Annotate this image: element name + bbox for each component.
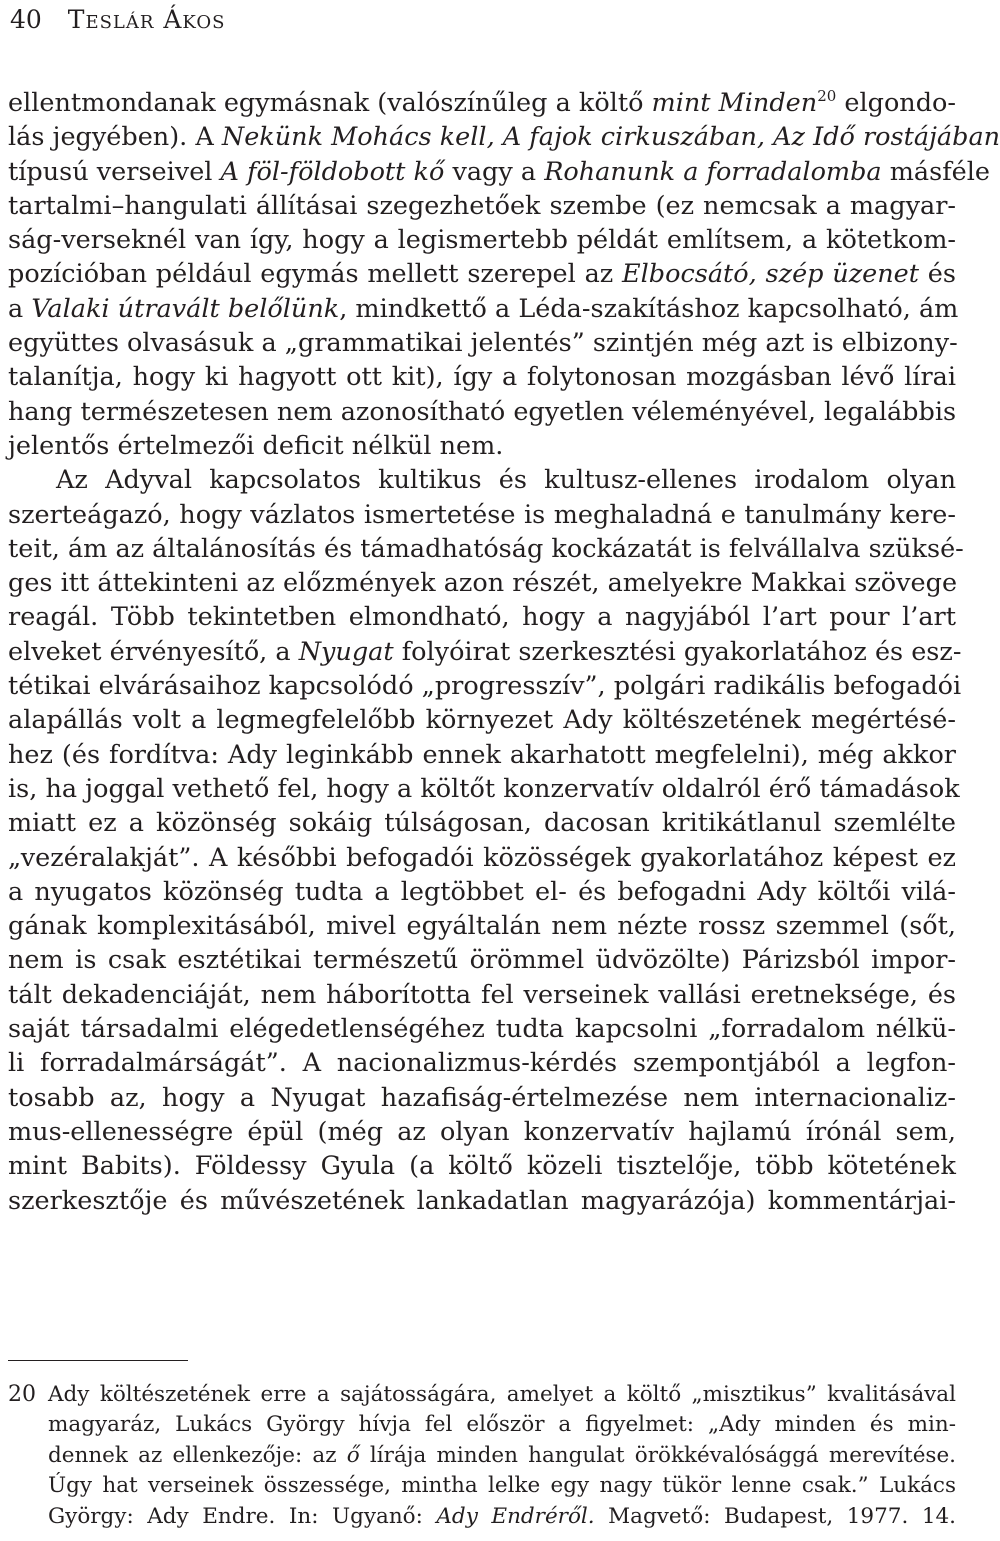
text-run: jelentős értelmezői deficit nélkül nem. xyxy=(8,430,504,461)
text-run: reagál. Több tekintetben elmondható, hogy a nagyjából l’art pour l’art xyxy=(8,602,956,633)
footnote-line xyxy=(48,1502,956,1532)
text-line xyxy=(8,292,959,326)
text-line xyxy=(8,463,956,497)
text-line xyxy=(8,360,956,394)
italic-title: A föl-földobott kő xyxy=(220,156,445,187)
italic-title: Rohanunk a forradalomba xyxy=(544,156,882,187)
text-line xyxy=(8,875,956,909)
footnote-20 xyxy=(8,1380,956,1532)
text-run: miatt ez a közönség sokáig túlságosan, dacosan kritikátlanul szemlélte xyxy=(8,808,956,839)
text-line xyxy=(8,806,956,840)
text-run: Az Adyval kapcsolatos kultikus és kultusz-ellenes irodalom olyan xyxy=(56,465,956,496)
italic-title: mint Minden xyxy=(651,88,818,118)
text-line xyxy=(8,600,956,634)
text-line xyxy=(8,189,956,223)
body-text xyxy=(8,86,1000,1218)
running-head-author: Teslár Ákos xyxy=(67,5,226,34)
italic-title: ő xyxy=(346,1442,360,1468)
text-run: teit, ám az általánosítás és támadhatóság kockázatát is felvállalva szüksé- xyxy=(8,533,964,564)
text-run: típusú verseivel xyxy=(8,156,221,187)
text-run: is, ha joggal vethető fel, hogy a költőt konzervatív oldalról érő támadások xyxy=(8,773,960,804)
italic-title: Elbocsátó, szép üzenet xyxy=(622,259,919,290)
footnote-line xyxy=(48,1471,956,1501)
text-run: szerkesztője és művészetének lankadatlan magyarázója) kommentárjai- xyxy=(8,1185,956,1216)
text-run: mint Babits). Földessy Gyula (a költő közeli tisztelője, több kötetének xyxy=(8,1151,956,1182)
text-run: tosabb az, hogy a Nyugat hazafiság-értelmezése nem internacionaliz- xyxy=(8,1082,956,1113)
text-line xyxy=(8,566,956,600)
text-line xyxy=(8,909,956,943)
text-run: tétikai elvárásaihoz kapcsolódó „progresszív”, polgári radikális befogadói xyxy=(8,671,962,702)
text-run: li forradalmárságát”. A nacionalizmus-kérdés szempontjából a legfon- xyxy=(8,1048,956,1079)
text-line xyxy=(8,943,956,977)
text-run: és xyxy=(919,259,956,290)
text-line xyxy=(8,738,956,772)
italic-title: Nekünk Mohács kell, A fajok cirkuszában, Az Idő rostájában xyxy=(221,122,1000,153)
text-line xyxy=(8,635,962,669)
text-run: ellentmondanak egymásnak (valószínűleg a költő xyxy=(8,88,652,118)
text-run: lírája minden hangulat örökkévalósággá merevítése. xyxy=(359,1442,957,1468)
text-line xyxy=(8,1115,956,1149)
text-run: nem is csak esztétikai természetű örömmel üdvözölte) Párizsból impor- xyxy=(8,945,956,976)
text-run: Ady költészetének erre a sajátosságára, amelyet a költő „misztikus” kvalitásával xyxy=(48,1382,956,1407)
footnote-text xyxy=(48,1380,956,1532)
text-run: Magvető: Budapest, 1977. 14. xyxy=(594,1503,957,1529)
text-run: elveket érvényesítő, a xyxy=(8,636,299,667)
text-line xyxy=(8,86,956,120)
text-line xyxy=(8,395,956,429)
text-run: elgondo- xyxy=(836,88,957,118)
text-run: magyaráz, Lukács György hívja fel először a figyelmet: „Ady minden és min- xyxy=(48,1412,956,1438)
text-line xyxy=(8,155,990,189)
text-run: hang természetesen nem azonosítható egyetlen véleményével, legalábbis xyxy=(8,396,957,427)
text-line xyxy=(8,223,956,257)
text-line xyxy=(8,120,1000,154)
page-number: 40 xyxy=(10,5,42,34)
text-run: a nyugatos közönség tudta a legtöbbet el- és befogadni Ady költői vilá- xyxy=(8,876,956,907)
text-line xyxy=(8,429,956,463)
text-line xyxy=(8,498,956,532)
text-run: saját társadalmi elégedetlenségéhez tudta kapcsolni „forradalom nélkü- xyxy=(8,1014,956,1045)
text-run: tált dekadenciáját, nem háborította fel verseinek vallási eretneksége, és xyxy=(8,979,956,1010)
text-run: együttes olvasásuk a „grammatikai jelentés” szintjén még azt is elbizony- xyxy=(8,328,958,359)
text-run: lás jegyében). A xyxy=(8,122,222,153)
text-line xyxy=(8,326,956,360)
text-line xyxy=(8,1012,956,1046)
italic-title: Nyugat xyxy=(298,636,394,667)
italic-title: Valaki útravált belőlünk xyxy=(31,293,340,324)
text-line xyxy=(8,532,964,566)
footnote-line xyxy=(48,1380,956,1410)
footnote-line xyxy=(48,1441,956,1471)
text-line xyxy=(8,1081,956,1115)
text-run: a xyxy=(8,293,32,324)
text-run: György: Ady Endre. In: Ugyanő: xyxy=(48,1503,437,1529)
text-run: folyóirat szerkesztési gyakorlatához és esz- xyxy=(393,636,962,667)
text-run: mus-ellenességre épül (még az olyan konzervatív hajlamú írónál sem, xyxy=(8,1116,956,1147)
text-run: ges itt áttekinteni az előzmények azon részét, amelyekre Makkai szövege xyxy=(8,568,958,599)
footnote-reference: 20 xyxy=(817,87,837,105)
text-line xyxy=(8,1046,956,1080)
text-line xyxy=(8,703,956,737)
italic-title: Ady Endréről. xyxy=(436,1503,595,1529)
text-run: tartalmi–hangulati állításai szegezhetőek szembe (ez nemcsak a magyar- xyxy=(8,190,956,221)
text-line xyxy=(8,978,956,1012)
text-run: másféle xyxy=(881,156,990,187)
footnote-separator xyxy=(8,1360,188,1361)
text-line xyxy=(8,669,962,703)
text-run: hez (és fordítva: Ady leginkább ennek akarhatott megfelelni), még akkor xyxy=(8,739,956,770)
footnote-line xyxy=(48,1410,956,1440)
text-run: dennek az ellenkezője: az xyxy=(48,1442,347,1468)
text-run: , mindkettő a Léda-szakításhoz kapcsolható, ám xyxy=(339,293,959,324)
text-line xyxy=(8,257,956,291)
text-run: gának komplexitásából, mivel egyáltalán nem nézte rossz szemmel (sőt, xyxy=(8,911,956,942)
text-line xyxy=(8,841,956,875)
text-run: alapállás volt a legmegfelelőbb környezet Ady költészetének megértésé- xyxy=(8,705,956,736)
text-run: pozícióban például egymás mellett szerepel az xyxy=(8,259,623,290)
text-line xyxy=(8,772,960,806)
footnote-number: 20 xyxy=(8,1382,36,1407)
text-run: Úgy hat verseinek összessége, mintha lelke egy nagy tükör lenne csak.” Lukács xyxy=(48,1473,956,1499)
text-run: vagy a xyxy=(444,156,545,187)
text-line xyxy=(8,1184,956,1218)
text-line xyxy=(8,1149,956,1183)
text-run: ság-verseknél van így, hogy a legismertebb példát említsem, a kötetkom- xyxy=(8,225,956,256)
text-run: szerteágazó, hogy vázlatos ismertetése is meghaladná e tanulmány kere- xyxy=(8,499,956,530)
text-run: „vezéralakját”. A későbbi befogadói közösségek gyakorlatához képest ez xyxy=(8,842,956,873)
running-header xyxy=(10,6,225,34)
text-run: talanítja, hogy ki hagyott ott kit), így a folytonosan mozgásban lévő lírai xyxy=(8,362,956,393)
